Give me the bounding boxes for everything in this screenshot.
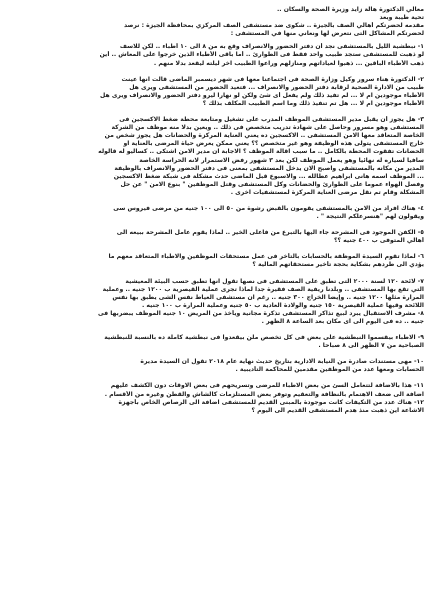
paragraph-line: اللائحة وقيها عملية القيصرية ١٥٠ جنيه والولادة العادية ب ٥٠ جنيه وعملية المرارة ب ١٠٠ جنيه .	[141, 301, 424, 309]
paragraph-line: الصباحية من ٧ الظهر الى ٨ صباحا .	[318, 342, 424, 350]
complaint-paragraph	[14, 278, 424, 327]
paragraph-line: الحسابات ومعها عدد من الموظفين مقدمين للمحاكمة التأديبية .	[235, 366, 424, 374]
paragraph-line: ... الموظف اسمه هانى ابراهيم عطالله ... والاسبوع قبل الماضى حدث مشكلة فى شبكة ضغط الاكسجين	[113, 172, 424, 180]
paragraph-line: التي تقع بها المستشفى .. وبلدنا ريفية الصف فقيرة جدا لماذا تجرى عملية القيصرية ب ١٢٠٠ جنيه .. وعملية	[102, 285, 424, 293]
intro-line: مقدمه لحضرتكم أهالي الصف بالجيزة .. شكوى ضد مستشفى الصف المركزي بمحافظة الجيزة : نرصد	[123, 22, 424, 30]
complaint-paragraph	[14, 205, 424, 221]
paragraph-line: ١١- هذا بالاضافة لتتعامل السئ من بعض الاطباء للمرضى وتسريحهم فى بعض الاوقات دون الكشف عليهم	[110, 382, 424, 390]
paragraph-line: طبيب من الادارة الصحية لرقابة دفتر الحضور والانصراف ... فتعيد الحضور من المستشفى ويرى هل	[129, 83, 424, 91]
paragraph-line: الأطباء موجودين ام لا ... لم تفيد ذلك ولم يفعل أى شئ ولكن لو نهارا ليرو دفتر الحضور والانصراف ويرى هل	[100, 91, 424, 99]
paragraph-line: وفصل الهواء عموما على الطوارئ والحضانات وكل المستشفى وقتل الموظفين " بنوع الامن " عن حل	[120, 180, 424, 188]
paragraph-line: ١٠- مهى مستندات صادرة من النيابة الادارية بتاريخ حديث نهاية عام ٢٠١٨ تقول ان السيدة مديرة	[140, 358, 424, 366]
paragraph-line: ١٢- هناك عدد من التكيفات كانت موجودة بالمبنى القديم للمستشفى اضافة الى الرصاص الخاص بأجهزة	[118, 398, 424, 406]
paragraph-line: ٩- الاطباء بيقسموا النبطشية على بعض فى كل تخصص ملن بيقعدوا فى نبطشية كاملة ده بالنسبة للنبطشية	[104, 334, 424, 342]
paragraph-line: اضافة الى ضعف الاهتمام بالنظافة والتعقيم وتوفر بعض المستلزمات كالشاش والقطن وغيره من الأقسام .	[104, 390, 424, 398]
paragraph-line: المستشفى وهو مسرور وحاصل على شهادة تدريب متخصص فى ذلك .. ويعين بدلا منه موظف من الشركة	[111, 124, 424, 132]
paragraph-line: أهالي المتوفى ب ٤٠٠ جنيه ؟؟	[333, 237, 424, 245]
paragraph-line: ٣- هل يجوز أن يقبل مدير المستشفى الموظف المدرب على تشغيل ومتابعة محطة ضغط الاكسجين فى	[119, 116, 424, 124]
letter-header	[14, 6, 424, 38]
complaint-paragraph	[14, 358, 424, 374]
recipient-line: معالي الدكتورة هالة زايد وزيرة الصحة والسكان ..	[276, 6, 424, 13]
paragraph-line: سافيا لسياره له نهائيا وهو يعمل الموظف لكن بعد ٣ شهور رفض الاستمرار لانه الحراسة الخاصة	[139, 156, 424, 164]
paragraph-line: ويقولون لهم "هنسرعلكم النتيجة " .	[316, 213, 424, 221]
paragraph-line: ٧- لائحة ١٢٠ لسنة ٢٠٠٠ التى تطبق على المستشفى فى نصها تقول انها تطبق حسب البيئة المعيشية	[125, 277, 424, 285]
paragraph-line: ١- نبطشية الليل بالمستشفى نجد أن دفتر الحضور والانصراف وقع به من ٨ الى ١٠ أطباء .. لكن للاسف	[119, 43, 424, 51]
paragraph-line: الاشاعة اين ذهبت منذ هدم المستشفى القديم الى اليوم ؟	[251, 406, 424, 414]
complaint-paragraph	[14, 116, 424, 197]
complaints-list	[14, 43, 424, 414]
paragraph-line: المدير من مكانه بالمستشفى واصبح الان يدخل المستشفى بمعنى فى دفتر الحضور والانصراف بالوظيفة	[114, 164, 424, 172]
complaint-paragraph	[14, 76, 424, 108]
complaint-paragraph	[14, 253, 424, 269]
complaint-paragraph	[14, 382, 424, 414]
complaint-paragraph	[14, 43, 424, 67]
paragraph-line: ذهب الأطباء الباقين ... ذهبوا لعياداتهم ومنازلهم وراعوا الطبيب آخر ليلته ليقعد بدلا منهم .	[153, 59, 424, 67]
paragraph-line: الخاصة المتعاقد معها الامن المستشفى .. الاكسجين ده يعني العناية المركزة والحضانات هل يجوز شخص من	[104, 132, 424, 140]
complaint-paragraph	[14, 229, 424, 245]
paragraph-line: ٤- هناك افراد من الامن بالمستشفى يقومون بالقبض رشوة من ٥٠ الى ١٠٠ جنيه من مرضى فيروس سى	[113, 204, 424, 212]
paragraph-line: جنيه .. ده فى اليوم الى اى مكان بعد الساعة ٨ الظهر .	[261, 318, 424, 325]
paragraph-line: الأطباء موجودين ام لا ... هل تم تنفيذ ذلك وما اسم الطبيب المكلف بذلك ؟	[202, 99, 424, 107]
paragraph-line: المرارة مثلها ١٢٠٠ جنيه .. وإيضا الخراج ٣٠٠ جنيه .. رغم ان مستشفى العياط نفس الشى يطبق بها نفس	[112, 293, 424, 301]
paragraph-line: ٥- الكفن الموجود فى المشرحة جاء اليها بالتبرع من فاعلى الخير .. لماذا يقوم عامل المشرحة ببيعه الى	[116, 229, 424, 237]
paragraph-line: ٨- مشرف الاستقبال يبرد لبيع تذاكر المستشفى تذكرة مجانية ويأخذ من المريض ١٠ جنيه الموظف يبضربها فى	[97, 309, 424, 317]
paragraph-line: لو ذهبت للمستشفى ستجد طبيب واحد فقط فى الطوارئ .. أما باقى الأطباء الذين خرجوا على المعاش .. أين	[99, 51, 424, 59]
paragraph-line: الحضانات تفقوت المحطة بالكامل .. ما سبب اقالة الموظف ؟ الاجابة ان مدير الامن اشتكى .. كساليو له قالوله	[98, 148, 424, 156]
paragraph-line: ٦- لماذا تقوم السيدة الموظفة بالحسابات بالتأخر فى عمل مستحقات الموظفين والاطباء المتعاقد معهم ما	[108, 253, 424, 261]
intro-line: لحضرتكم المشاكل التى نتعرض لها ونعاني منها في المستشفى :	[230, 30, 424, 38]
paragraph-line: المشكلة وقام تم نقل مرضى العناية المركزة لمستشفيات اخرى .	[230, 188, 424, 196]
greeting-line: تحية طيبة وبعد	[379, 14, 424, 22]
paragraph-line: ٢- الدكتورة هناء سرور وكيل وزارة الصحة فى اجتماعنا معها فى شهر ديسمبر الماضى قالت انها عينت	[121, 75, 424, 83]
paragraph-line: خارج المستشفى يتولى هذه الوظيفة وهو غير متخصص ؟؟ يعني ممكن يعرض حياة المرضى بالعناية او	[123, 140, 424, 148]
paragraph-line: يؤدي الى طردهم بشكاية بحجة تأخير مستحقاتهم المالية ؟	[252, 261, 424, 269]
complaint-paragraph	[14, 334, 424, 350]
